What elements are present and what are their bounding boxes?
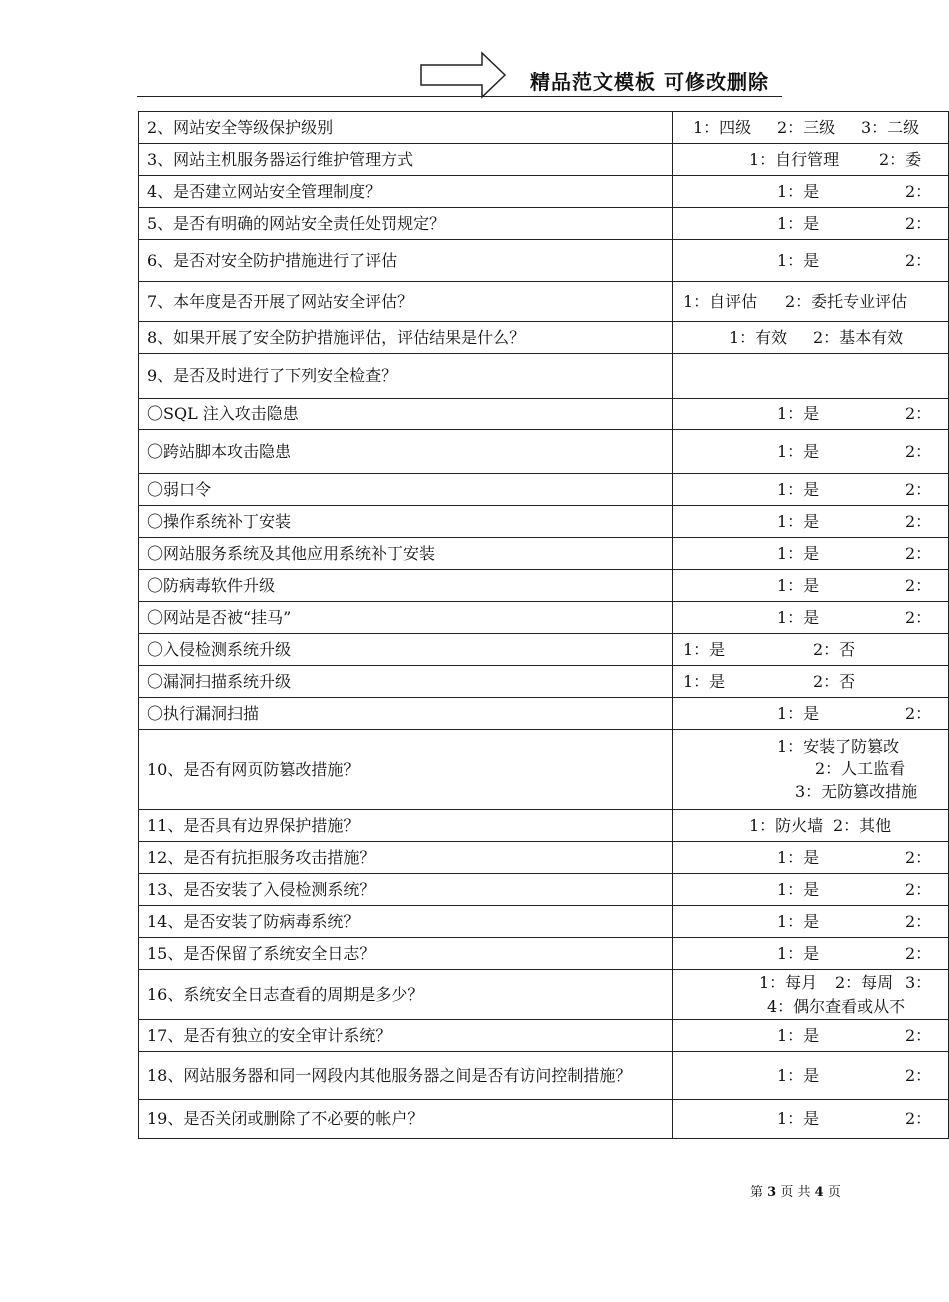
table-row	[139, 602, 949, 634]
answer-option: 2：	[905, 1109, 932, 1128]
table-row	[139, 430, 949, 474]
answer-cell	[673, 112, 949, 144]
answer-cell	[673, 176, 949, 208]
answer-option: 2：三级	[777, 117, 836, 137]
answer-option: 2：	[905, 1025, 932, 1045]
answer-option: 3：无防篡改措施	[795, 782, 918, 801]
answer-option: 2：	[905, 250, 932, 270]
table-row	[139, 474, 949, 506]
answer-option: 1：是	[777, 213, 820, 233]
question-cell: 4、是否建立网站安全管理制度？	[139, 176, 673, 208]
table-row	[139, 666, 949, 698]
question-cell: 11、是否具有边界保护措施？	[139, 810, 673, 842]
answer-cell	[673, 506, 949, 538]
table-row	[139, 810, 949, 842]
question-cell: 19、是否关闭或删除了不必要的帐户？	[139, 1100, 673, 1139]
answer-cell	[673, 399, 949, 430]
question-cell: 〇网站是否被“挂马”	[139, 602, 673, 634]
answer-option: 1：是	[777, 1065, 820, 1085]
question-cell: 〇漏洞扫描系统升级	[139, 666, 673, 698]
question-cell: 3、网站主机服务器运行维护管理方式	[139, 144, 673, 176]
answer-option: 1：四级	[693, 117, 752, 137]
answer-cell	[673, 282, 949, 322]
question-cell: 18、网站服务器和同一网段内其他服务器之间是否有访问控制措施？	[139, 1052, 673, 1100]
footer-suffix: 页	[827, 1185, 841, 1200]
answer-option: 2：基本有效	[813, 327, 904, 347]
answer-option: 2：	[905, 511, 932, 531]
question-cell: 12、是否有抗拒服务攻击措施？	[139, 842, 673, 874]
table-row	[139, 112, 949, 144]
question-cell: 13、是否安装了入侵检测系统？	[139, 874, 673, 906]
answer-option: 1：是	[777, 607, 820, 627]
answer-option: 1：防火墙	[749, 815, 824, 835]
table-row	[139, 970, 949, 1020]
answer-option: 4：偶尔查看或从不	[767, 997, 906, 1016]
answer-cell	[673, 430, 949, 474]
answer-option: 1：是	[777, 847, 820, 867]
answer-option: 1：每月	[759, 973, 818, 992]
answer-option: 2：委	[879, 149, 922, 169]
table-row	[139, 208, 949, 240]
answer-option: 3：	[905, 973, 932, 992]
answer-cell	[673, 1100, 949, 1139]
answer-option: 2：	[905, 575, 932, 595]
table-row	[139, 354, 949, 399]
answer-option: 1：是	[777, 250, 820, 270]
security-survey-table	[138, 111, 949, 1139]
table-row	[139, 1020, 949, 1052]
question-cell: 〇执行漏洞扫描	[139, 698, 673, 730]
arrow-icon	[420, 52, 506, 98]
answer-option: 2：	[905, 1065, 932, 1085]
question-cell: 〇防病毒软件升级	[139, 570, 673, 602]
table-row	[139, 570, 949, 602]
answer-cell	[673, 208, 949, 240]
table-row	[139, 322, 949, 354]
question-cell: 〇入侵检测系统升级	[139, 634, 673, 666]
answer-cell	[673, 970, 949, 1020]
answer-option: 3：二级	[861, 117, 920, 137]
table-row	[139, 240, 949, 282]
table-row	[139, 698, 949, 730]
table-row	[139, 938, 949, 970]
question-cell: 〇SQL 注入攻击隐患	[139, 399, 673, 430]
answer-option: 2：委托专业评估	[785, 291, 908, 311]
page-footer	[750, 1181, 841, 1200]
question-cell: 〇操作系统补丁安装	[139, 506, 673, 538]
question-cell: 6、是否对安全防护措施进行了评估	[139, 240, 673, 282]
answer-cell	[673, 1052, 949, 1100]
question-cell: 2、网站安全等级保护级别	[139, 112, 673, 144]
table-row	[139, 1052, 949, 1100]
footer-prefix: 第	[750, 1185, 764, 1200]
answer-option: 2：	[905, 911, 932, 931]
answer-option: 2：	[905, 607, 932, 627]
table-row	[139, 282, 949, 322]
answer-option: 1：是	[777, 441, 820, 461]
question-cell: 8、如果开展了安全防护措施评估，评估结果是什么？	[139, 322, 673, 354]
answer-option: 1：是	[777, 575, 820, 595]
table-row	[139, 506, 949, 538]
answer-cell	[673, 538, 949, 570]
answer-option: 2：	[905, 879, 932, 899]
question-cell: 〇跨站脚本攻击隐患	[139, 430, 673, 474]
answer-option: 2：	[905, 479, 932, 499]
answer-option: 1：自评估	[683, 291, 758, 311]
answer-option: 1：是	[777, 703, 820, 723]
table-row	[139, 1100, 949, 1139]
page-header-title: 精品范文模板 可修改删除	[530, 70, 769, 94]
footer-total-pages: 4	[814, 1185, 824, 1200]
table-row	[139, 730, 949, 810]
answer-cell	[673, 810, 949, 842]
answer-option: 1：安装了防篡改	[777, 737, 900, 756]
answer-option: 2：	[905, 213, 932, 233]
footer-page-number: 3	[767, 1185, 777, 1200]
answer-option: 2：	[905, 543, 932, 563]
question-cell: 5、是否有明确的网站安全责任处罚规定？	[139, 208, 673, 240]
answer-cell	[673, 1020, 949, 1052]
answer-option: 1：是	[777, 1025, 820, 1045]
answer-cell	[673, 634, 949, 666]
answer-cell	[673, 938, 949, 970]
answer-option: 1：是	[777, 511, 820, 531]
table-row	[139, 906, 949, 938]
answer-option: 1：是	[777, 1109, 820, 1128]
question-cell: 〇网站服务系统及其他应用系统补丁安装	[139, 538, 673, 570]
answer-cell	[673, 354, 949, 399]
question-cell: 17、是否有独立的安全审计系统？	[139, 1020, 673, 1052]
answer-cell	[673, 322, 949, 354]
table-row	[139, 176, 949, 208]
question-cell: 10、是否有网页防篡改措施？	[139, 730, 673, 810]
question-cell: 7、本年度是否开展了网站安全评估？	[139, 282, 673, 322]
answer-option: 2：	[905, 703, 932, 723]
answer-option: 2：	[905, 847, 932, 867]
answer-option: 2：否	[813, 671, 856, 691]
answer-option: 1：有效	[729, 327, 788, 347]
answer-option: 2：其他	[833, 815, 892, 835]
answer-option: 1：是	[777, 879, 820, 899]
question-cell: 15、是否保留了系统安全日志？	[139, 938, 673, 970]
answer-option: 1：是	[777, 479, 820, 499]
answer-cell	[673, 874, 949, 906]
answer-option: 1：自行管理	[749, 149, 840, 169]
question-cell: 16、系统安全日志查看的周期是多少？	[139, 970, 673, 1020]
table-row	[139, 399, 949, 430]
answer-option: 1：是	[777, 181, 820, 201]
answer-cell	[673, 698, 949, 730]
answer-option: 2：	[905, 404, 932, 423]
answer-option: 2：	[905, 181, 932, 201]
answer-cell	[673, 666, 949, 698]
answer-cell	[673, 730, 949, 810]
question-cell: 14、是否安装了防病毒系统？	[139, 906, 673, 938]
question-cell: 〇弱口令	[139, 474, 673, 506]
table-row	[139, 842, 949, 874]
table-row	[139, 144, 949, 176]
answer-cell	[673, 602, 949, 634]
answer-option: 1：是	[777, 911, 820, 931]
answer-option: 1：是	[777, 543, 820, 563]
answer-cell	[673, 474, 949, 506]
header-rule	[137, 96, 782, 97]
table-row	[139, 538, 949, 570]
answer-cell	[673, 842, 949, 874]
table-row	[139, 874, 949, 906]
answer-option: 1：是	[777, 404, 820, 423]
footer-mid: 页 共	[780, 1185, 811, 1200]
answer-option: 1：是	[683, 671, 726, 691]
question-cell: 9、是否及时进行了下列安全检查？	[139, 354, 673, 399]
answer-option: 2：	[905, 441, 932, 461]
answer-option: 1：是	[777, 943, 820, 963]
answer-cell	[673, 570, 949, 602]
answer-cell	[673, 144, 949, 176]
answer-cell	[673, 240, 949, 282]
answer-option: 2：人工监看	[815, 759, 906, 778]
answer-option: 2：	[905, 943, 932, 963]
answer-option: 2：否	[813, 639, 856, 659]
table-row	[139, 634, 949, 666]
answer-option: 1：是	[683, 639, 726, 659]
answer-option: 2：每周	[835, 973, 894, 992]
answer-cell	[673, 906, 949, 938]
